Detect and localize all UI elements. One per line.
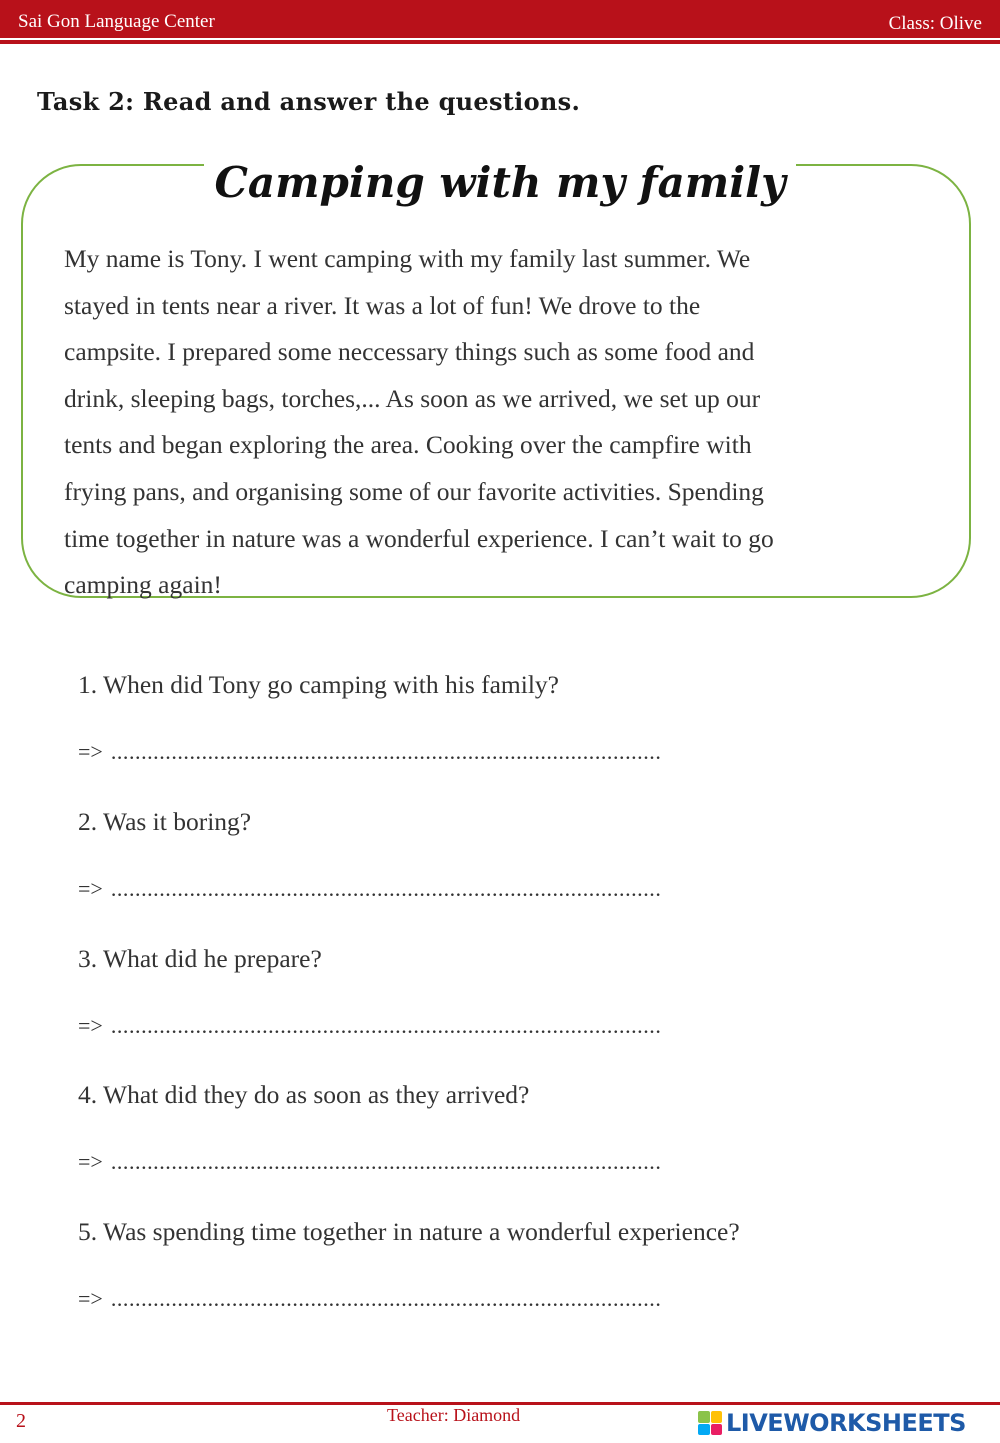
story-line: frying pans, and organising some of our favorite activities. Spending: [64, 476, 764, 506]
question-item: [78, 944, 938, 1038]
story-line: drink, sleeping bags, torches,... As soon as we arrived, we set up our: [64, 383, 761, 413]
question-text: 3. What did he prepare?: [78, 944, 322, 973]
question-item: [78, 670, 938, 764]
answer-dots: ...........................................................................................: [110, 876, 662, 901]
question-text: 2. Was it boring?: [78, 807, 252, 836]
answer-line[interactable]: [78, 1013, 938, 1039]
question-item: [78, 807, 938, 901]
story-title: Camping with my family: [204, 158, 795, 207]
answer-prefix: =>: [78, 1286, 103, 1311]
header-bar: [0, 0, 1000, 38]
answer-prefix: =>: [78, 876, 103, 901]
question-item: [78, 1080, 938, 1174]
school-name: Sai Gon Language Center: [18, 11, 215, 32]
answer-dots: ...........................................................................................: [110, 1013, 662, 1038]
answer-dots: ...........................................................................................: [110, 739, 662, 764]
answer-dots: ...........................................................................................: [110, 1286, 662, 1311]
question-text: 5. Was spending time together in nature a wonderful experience?: [78, 1217, 740, 1246]
liveworksheets-logo-icon: [698, 1411, 722, 1435]
page-number: 2: [16, 1410, 26, 1432]
answer-line[interactable]: [78, 1149, 938, 1175]
question-item: [78, 1217, 938, 1311]
answer-line[interactable]: [78, 1286, 938, 1312]
answer-dots: ...........................................................................................: [110, 1149, 662, 1174]
story-line: My name is Tony. I went camping with my family last summer. We: [64, 244, 751, 273]
brand-name: LIVEWORKSHEETS: [726, 1409, 966, 1437]
brand-logo-link[interactable]: [698, 1406, 966, 1440]
story-text: [64, 236, 954, 609]
answer-prefix: =>: [78, 1013, 103, 1038]
story-line: camping again!: [64, 570, 222, 600]
question-text: 4. What did they do as soon as they arrived?: [78, 1080, 530, 1109]
question-text: 1. When did Tony go camping with his family?: [78, 670, 560, 699]
story-line: time together in nature was a wonderful experience. I can’t wait to go: [64, 523, 774, 553]
story-line: tents and began exploring the area. Cooking over the campfire with: [64, 430, 752, 460]
story-line: campsite. I prepared some neccessary things such as some food and: [64, 337, 755, 367]
class-label: Class: Olive: [888, 13, 982, 34]
header-divider: [0, 40, 1000, 44]
task-title: Task 2: Read and answer the questions.: [37, 87, 581, 116]
story-title-wrap: [0, 158, 1000, 207]
story-line: stayed in tents near a river. It was a lot of fun! We drove to the: [64, 290, 701, 320]
answer-line[interactable]: [78, 739, 938, 765]
answer-prefix: =>: [78, 739, 103, 764]
answer-line[interactable]: [78, 876, 938, 902]
answer-prefix: =>: [78, 1149, 103, 1174]
teacher-name: Teacher: Diamond: [387, 1405, 521, 1425]
